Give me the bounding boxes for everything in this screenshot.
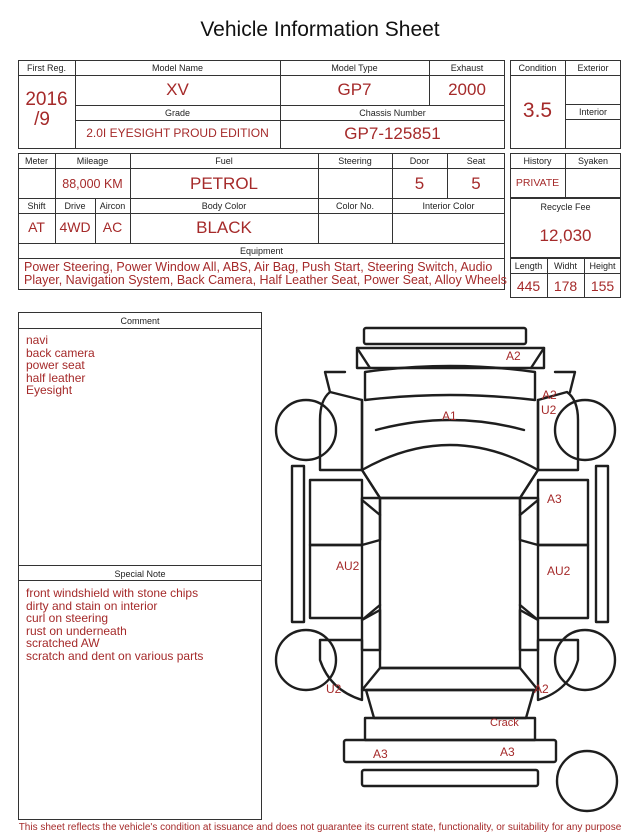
- model-type-label: Model Type: [331, 63, 378, 73]
- condition-label: Condition: [518, 63, 557, 73]
- grade-label: Grade: [164, 108, 190, 118]
- special-note-line: scratch and dent on various parts: [26, 648, 204, 663]
- mark-u2-left: U2: [326, 682, 342, 696]
- right-door-rear: [538, 545, 588, 618]
- special-note-line: scratched AW: [26, 636, 100, 650]
- mark-a2-top: A2: [506, 349, 521, 363]
- shift-label: Shift: [27, 201, 46, 211]
- door-value: 5: [414, 174, 425, 193]
- recycle-fee-value: 12,030: [539, 226, 592, 245]
- comment-line: power seat: [26, 358, 85, 372]
- fuel-value: PETROL: [189, 174, 259, 193]
- exhaust-label: Exhaust: [450, 63, 484, 73]
- height-value: 155: [590, 278, 615, 294]
- aircon-value: AC: [102, 219, 123, 235]
- comment-line: half leather: [26, 370, 86, 385]
- grade-value: 2.0I EYESIGHT PROUD EDITION: [86, 126, 269, 140]
- mark-a1: A1: [442, 409, 457, 423]
- roof-panel: [364, 328, 526, 344]
- model-name-label: Model Name: [151, 63, 204, 73]
- left-fender-front: [320, 392, 362, 470]
- mark-a2-right-bottom: A2: [534, 682, 549, 696]
- history-value: PRIVATE: [515, 177, 560, 189]
- mark-a3-right: A3: [547, 492, 562, 506]
- condition-value: 3.5: [522, 99, 553, 122]
- special-note-label: Special Note: [114, 569, 166, 579]
- exterior-label: Exterior: [577, 63, 609, 73]
- mark-a3-bottom-left: A3: [373, 747, 388, 761]
- rear-sill: [362, 770, 538, 786]
- comment-line: back camera: [26, 345, 95, 360]
- mileage-value: 88,000 KM: [62, 177, 123, 191]
- aircon-label: Aircon: [99, 201, 126, 211]
- special-note-list: [26, 587, 258, 662]
- equipment-line-2: Player, Navigation System, Back Camera, Half Leather Seat, Power Seat, Alloy Wheels: [24, 273, 507, 287]
- footer-disclaimer: This sheet reflects the vehicle's condition at issuance and does not guarantee its current state, functionality, or suitability for any purpose: [18, 822, 622, 833]
- mark-crack: Crack: [490, 717, 519, 729]
- mark-u2-right-top: U2: [541, 403, 557, 417]
- trunk-lid: [366, 690, 534, 718]
- meter-label: Meter: [24, 156, 48, 166]
- wheel-rear-left: [276, 630, 336, 690]
- fuel-label: Fuel: [215, 156, 233, 166]
- height-label: Height: [589, 261, 616, 271]
- wheel-rear-right: [555, 630, 615, 690]
- body-color-label: Body Color: [201, 201, 247, 211]
- length-value: 445: [516, 278, 541, 294]
- model-type-value: GP7: [337, 80, 372, 99]
- comment-label: Comment: [120, 316, 160, 326]
- special-note-line: rust on underneath: [26, 623, 127, 638]
- door-label: Door: [409, 156, 430, 166]
- comment-line: Eyesight: [26, 383, 73, 397]
- exhaust-value: 2000: [448, 80, 486, 99]
- windshield: [362, 445, 538, 498]
- car-damage-diagram: [270, 318, 630, 823]
- mark-au2-left: AU2: [336, 559, 360, 573]
- interior-label: Interior: [578, 107, 607, 117]
- equipment-label: Equipment: [239, 246, 284, 256]
- wheel-front-left: [276, 400, 336, 460]
- comment-list: [26, 334, 256, 397]
- model-name-value: XV: [166, 80, 189, 99]
- body-color-value: BLACK: [196, 218, 252, 237]
- width-label: Widht: [553, 261, 577, 271]
- special-note-line: front windshield with stone chips: [26, 586, 199, 600]
- special-note-line: dirty and stain on interior: [26, 598, 158, 613]
- left-door-front: [310, 480, 362, 545]
- shift-value: AT: [28, 219, 45, 235]
- drive-value: 4WD: [59, 219, 91, 235]
- hood: [365, 366, 535, 400]
- right-door-front: [538, 480, 588, 545]
- spare-wheel: [557, 751, 617, 811]
- mark-au2-right: AU2: [547, 564, 571, 578]
- left-door-rear: [310, 545, 362, 618]
- chassis-number-value: GP7-125851: [344, 124, 441, 143]
- mark-a2-right-top: A2: [542, 388, 557, 402]
- interior-color-label: Interior Color: [422, 201, 475, 211]
- history-label: History: [523, 156, 552, 166]
- special-note-line: curl on steering: [26, 611, 109, 625]
- steering-label: Steering: [338, 156, 372, 166]
- cabin: [380, 498, 520, 668]
- seat-value: 5: [471, 174, 481, 193]
- wheel-front-right: [555, 400, 615, 460]
- mark-a3-bottom-right: A3: [500, 745, 515, 759]
- syaken-label: Syaken: [577, 156, 609, 166]
- color-no-label: Color No.: [335, 201, 374, 211]
- mileage-label: Mileage: [76, 156, 109, 166]
- comment-line: navi: [26, 333, 49, 347]
- page-title: Vehicle Information Sheet: [200, 18, 440, 41]
- first-reg-month: /9: [34, 109, 50, 130]
- seat-label: Seat: [466, 156, 486, 166]
- first-reg-year: 2016: [25, 89, 68, 110]
- rear-windshield: [362, 668, 538, 690]
- equipment-line-1: Power Steering, Power Window All, ABS, Air Bag, Push Start, Steering Switch, Audio: [24, 260, 493, 274]
- length-label: Length: [514, 261, 543, 271]
- width-value: 178: [553, 278, 578, 294]
- chassis-number-label: Chassis Number: [359, 108, 426, 118]
- recycle-fee-label: Recycle Fee: [540, 202, 591, 212]
- drive-label: Drive: [64, 201, 86, 211]
- first-reg-label: First Reg.: [26, 63, 66, 73]
